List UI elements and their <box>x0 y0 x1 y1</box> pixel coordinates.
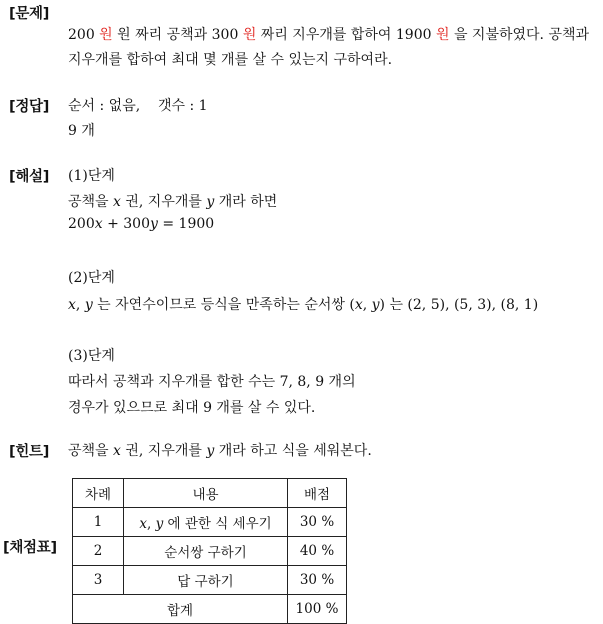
hint-label: [힌트] <box>9 444 50 460</box>
table-row <box>73 537 347 566</box>
problem-line-1: 200 원 원 짜리 공책과 300 원 짜리 지우개를 합하여 1900 원 을 지불하였다. 공책과 <box>68 27 590 43</box>
step-2-heading: (2)단계 <box>68 270 115 286</box>
col-header-score: 배점 <box>288 479 347 508</box>
won-highlight: 원 <box>242 27 257 43</box>
total-score: 100 % <box>288 595 347 624</box>
equation: 200x + 300y = 1900 <box>68 216 215 232</box>
solution-label: [해설] <box>9 169 50 185</box>
step-3-line-1: 따라서 공책과 지우개를 합한 수는 7, 8, 9 개의 <box>68 374 356 390</box>
row-content: x, y 에 관한 식 세우기 <box>124 508 288 537</box>
rubric-header-row <box>73 479 347 508</box>
hint-text: 공책을 x 권, 지우개를 y 개라 하고 식을 세워본다. <box>68 443 372 459</box>
total-row <box>73 595 347 624</box>
step-3-line-2: 경우가 있으므로 최대 9 개를 살 수 있다. <box>68 400 316 416</box>
rubric-label: [채점표] <box>3 540 57 556</box>
row-content: 답 구하기 <box>124 566 288 595</box>
row-order: 2 <box>73 537 124 566</box>
step-3-heading: (3)단계 <box>68 348 115 364</box>
row-order: 1 <box>73 508 124 537</box>
col-header-content: 내용 <box>124 479 288 508</box>
row-score: 40 % <box>288 537 347 566</box>
col-header-order: 차례 <box>73 479 124 508</box>
won-highlight: 원 <box>435 27 450 43</box>
total-label: 합계 <box>73 595 288 624</box>
problem-label: [문제] <box>9 6 50 22</box>
answer-line-1: 순서 : 없음, 갯수 : 1 <box>68 98 208 114</box>
answer-line-2: 9 개 <box>68 123 95 139</box>
row-score: 30 % <box>288 508 347 537</box>
answer-label: [정답] <box>9 99 50 115</box>
row-order: 3 <box>73 566 124 595</box>
table-row <box>73 566 347 595</box>
step-1-heading: (1)단계 <box>68 168 115 184</box>
table-row <box>73 508 347 537</box>
won-highlight: 원 <box>99 27 113 43</box>
step-1-text: 공책을 x 권, 지우개를 y 개라 하면 <box>68 194 278 210</box>
rubric-table <box>72 478 347 624</box>
row-score: 30 % <box>288 566 347 595</box>
row-content: 순서쌍 구하기 <box>124 537 288 566</box>
problem-line-2: 지우개를 합하여 최대 몇 개를 살 수 있는지 구하여라. <box>68 52 393 68</box>
step-2-text: x, y 는 자연수이므로 등식을 만족하는 순서쌍 (x, y) 는 (2, 5), (5, 3), (8, 1) <box>68 297 539 313</box>
